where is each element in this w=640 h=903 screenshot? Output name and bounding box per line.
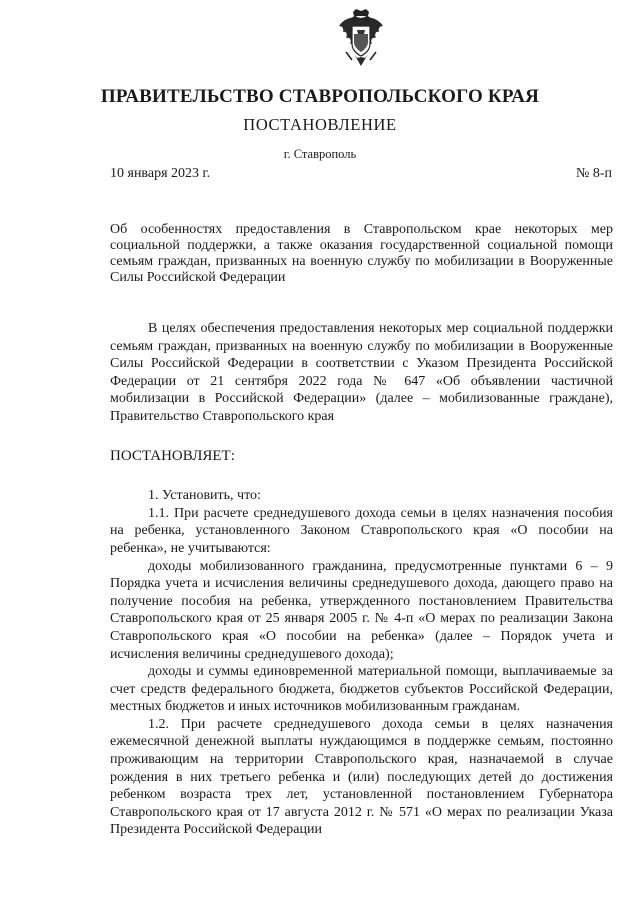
body-paragraph: доходы и суммы единовременной материальной помощи, выплачиваемые за счет средств федерального бюджета, бюджетов субъектов Российской Федерации, местных бюджетов и иных источников мобилизованным гражданам. [110,664,613,715]
resolve-heading: ПОСТАНОВЛЯЕТ: [110,447,235,464]
intro-paragraph: В целях обеспечения предоставления некоторых мер социальной поддержки семьям граждан, призванных на военную службу по мобилизации в Вооруженные Силы Российской Федерации в соответствии с Указом Президента Российской Федерации от 21 сентября 2022 года № 647 «Об объявлении частичной мобилизации в Российской Федерации» (далее – мобилизованные граждане), Правительство Ставропольского края [110,321,613,424]
body-paragraph: 1.2. При расчете среднедушевого дохода семьи в целях назначения ежемесячной денежной выплаты нуждающимся в поддержке семьям, постоянно проживающим на территории Ставропольского края, назначаемой в случае рождения в них третьего ребенка и (или) последующих детей до достижения ребенком возраста трех лет, установленной постановлением Губернатора Ставропольского края от 17 августа 2012 г. № 571 «О мерах по реализации Указа Президента Российской Федерации [110,716,613,838]
body-paragraph: 1.1. При расчете среднедушевого дохода семьи в целях назначения пособия на ребенка, установленного Законом Ставропольского края «О пособии на ребенка», не учитываются: [110,505,613,556]
document-body [110,320,613,839]
document-type: ПОСТАНОВЛЕНИЕ [243,115,397,134]
city: г. Ставрополь [283,147,357,161]
stavropol-coat-of-arms-icon [336,8,386,70]
document-date: 10 января 2023 г. [110,166,211,181]
government-title: ПРАВИТЕЛЬСТВО СТАВРОПОЛЬСКОГО КРАЯ [100,86,540,107]
body-paragraph: доходы мобилизованного гражданина, предусмотренные пунктами 6 – 9 Порядка учета и исчисления величины среднедушевого дохода, дающего право на получение пособия на ребенка, утвержденного постановлением Правительства Ставропольского края от 25 января 2005 г. № 4-п «О мерах по реализации Закона Ставропольского края «О пособии на ребенка» (далее – Порядок учета и исчисления величины среднедушевого дохода); [110,558,613,662]
document-number: № 8-п [575,166,612,181]
body-paragraph: 1. Установить, что: [148,488,261,504]
document-subject: Об особенностях предоставления в Ставропольском крае некоторых мер социальной поддержки, а также оказания государственной социальной помощи семьям граждан, призванных на военную службу по мобилизации в Вооруженные Силы Российской Федерации [110,222,613,285]
